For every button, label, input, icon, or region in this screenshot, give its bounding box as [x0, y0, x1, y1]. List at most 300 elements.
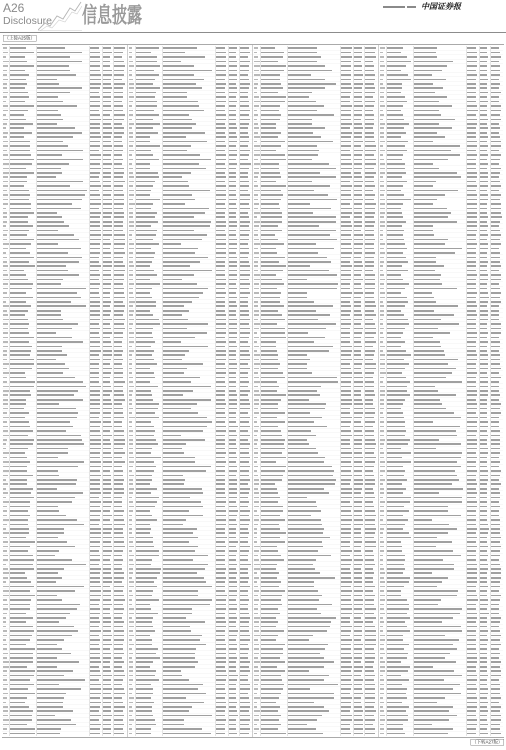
- illegible-text: [229, 430, 237, 432]
- illegible-text: [467, 337, 477, 339]
- illegible-text: [387, 359, 405, 361]
- illegible-text: [414, 257, 437, 259]
- illegible-text: [37, 346, 62, 348]
- illegible-text: [216, 537, 227, 539]
- illegible-text: [103, 79, 111, 81]
- illegible-text: [491, 670, 502, 672]
- illegible-text: [103, 172, 111, 174]
- illegible-text: [136, 653, 157, 655]
- illegible-text: [365, 541, 376, 543]
- illegible-text: [90, 150, 99, 152]
- illegible-text: [90, 194, 100, 196]
- illegible-text: [3, 190, 7, 192]
- illegible-text: [216, 670, 227, 672]
- illegible-text: [103, 261, 112, 263]
- illegible-text: [491, 150, 500, 152]
- illegible-text: [414, 61, 453, 63]
- illegible-text: [37, 145, 68, 147]
- illegible-text: [341, 350, 352, 352]
- illegible-text: [467, 305, 478, 307]
- illegible-text: [114, 435, 124, 437]
- illegible-text: [37, 572, 58, 574]
- illegible-text: [216, 666, 226, 668]
- illegible-text: [90, 87, 100, 89]
- illegible-text: [240, 74, 249, 76]
- illegible-text: [229, 572, 238, 574]
- illegible-text: [10, 475, 33, 477]
- illegible-text: [414, 408, 446, 410]
- illegible-text: [3, 305, 9, 307]
- illegible-text: [163, 350, 189, 352]
- illegible-text: [387, 483, 402, 485]
- illegible-text: [254, 87, 257, 89]
- illegible-text: [414, 159, 449, 161]
- illegible-text: [354, 185, 362, 187]
- illegible-text: [240, 635, 250, 637]
- illegible-text: [90, 114, 100, 116]
- illegible-text: [341, 697, 352, 699]
- illegible-text: [3, 644, 7, 646]
- illegible-text: [10, 310, 28, 312]
- illegible-text: [467, 528, 477, 530]
- illegible-text: [288, 568, 315, 570]
- illegible-text: [261, 301, 280, 303]
- illegible-text: [37, 483, 76, 485]
- illegible-text: [288, 577, 335, 579]
- illegible-text: [414, 105, 452, 107]
- illegible-text: [3, 710, 8, 712]
- illegible-text: [261, 706, 280, 708]
- illegible-text: [365, 194, 375, 196]
- illegible-text: [10, 212, 34, 214]
- illegible-text: [414, 87, 444, 89]
- illegible-text: [103, 483, 111, 485]
- illegible-text: [414, 216, 448, 218]
- illegible-text: [387, 644, 410, 646]
- illegible-text: [163, 145, 191, 147]
- illegible-text: [90, 546, 100, 548]
- illegible-text: [365, 617, 376, 619]
- illegible-text: [136, 283, 160, 285]
- illegible-text: [37, 613, 70, 615]
- illegible-text: [216, 185, 227, 187]
- illegible-text: [480, 546, 489, 548]
- illegible-text: [414, 127, 452, 129]
- illegible-text: [380, 412, 384, 414]
- illegible-text: [37, 372, 63, 374]
- illegible-text: [387, 328, 405, 330]
- illegible-text: [10, 724, 27, 726]
- illegible-text: [491, 577, 501, 579]
- illegible-text: [163, 101, 198, 103]
- illegible-text: [3, 377, 7, 379]
- illegible-text: [365, 635, 376, 637]
- illegible-text: [136, 702, 155, 704]
- illegible-text: [129, 590, 133, 592]
- illegible-text: [288, 216, 336, 218]
- illegible-text: [387, 586, 404, 588]
- illegible-text: [254, 168, 259, 170]
- illegible-text: [254, 328, 259, 330]
- illegible-text: [380, 368, 386, 370]
- illegible-text: [37, 519, 77, 521]
- illegible-text: [261, 239, 278, 241]
- illegible-text: [341, 733, 351, 735]
- table-column-group: [128, 46, 252, 736]
- illegible-text: [240, 101, 250, 103]
- illegible-text: [288, 421, 314, 423]
- illegible-text: [3, 417, 9, 419]
- illegible-text: [480, 661, 488, 663]
- illegible-text: [90, 305, 100, 307]
- illegible-text: [136, 590, 153, 592]
- illegible-text: [254, 96, 259, 98]
- illegible-text: [480, 684, 487, 686]
- illegible-text: [103, 136, 111, 138]
- illegible-text: [103, 715, 112, 717]
- illegible-text: [288, 301, 314, 303]
- illegible-text: [3, 452, 9, 454]
- illegible-text: [103, 546, 112, 548]
- illegible-text: [136, 568, 161, 570]
- illegible-text: [240, 630, 249, 632]
- illegible-text: [491, 127, 501, 129]
- illegible-text: [90, 359, 100, 361]
- illegible-text: [254, 728, 259, 730]
- illegible-text: [354, 292, 363, 294]
- illegible-text: [480, 470, 489, 472]
- illegible-text: [387, 52, 402, 54]
- illegible-text: [10, 230, 29, 232]
- illegible-text: [288, 661, 334, 663]
- illegible-text: [365, 715, 374, 717]
- illegible-text: [229, 497, 237, 499]
- illegible-text: [288, 56, 321, 58]
- illegible-text: [380, 492, 384, 494]
- illegible-text: [10, 354, 30, 356]
- illegible-text: [480, 421, 489, 423]
- illegible-text: [341, 154, 351, 156]
- illegible-text: [467, 132, 477, 134]
- illegible-text: [216, 101, 226, 103]
- illegible-text: [229, 559, 236, 561]
- illegible-text: [229, 670, 237, 672]
- illegible-text: [354, 403, 363, 405]
- illegible-text: [90, 154, 101, 156]
- illegible-text: [414, 532, 449, 534]
- illegible-text: [90, 470, 100, 472]
- illegible-text: [387, 435, 406, 437]
- illegible-text: [216, 657, 227, 659]
- illegible-text: [129, 225, 135, 227]
- illegible-text: [254, 301, 258, 303]
- illegible-text: [216, 568, 227, 570]
- illegible-text: [37, 279, 63, 281]
- illegible-text: [114, 270, 125, 272]
- illegible-text: [229, 724, 236, 726]
- illegible-text: [216, 595, 227, 597]
- illegible-text: [216, 479, 225, 481]
- illegible-text: [354, 359, 363, 361]
- illegible-text: [480, 572, 487, 574]
- illegible-text: [10, 483, 27, 485]
- illegible-text: [341, 702, 351, 704]
- illegible-text: [288, 510, 321, 512]
- illegible-text: [3, 524, 7, 526]
- illegible-text: [491, 168, 502, 170]
- illegible-text: [129, 372, 132, 374]
- illegible-text: [229, 65, 238, 67]
- illegible-text: [480, 359, 489, 361]
- illegible-text: [136, 350, 155, 352]
- illegible-text: [341, 412, 350, 414]
- illegible-text: [288, 337, 325, 339]
- illegible-text: [216, 252, 226, 254]
- illegible-text: [163, 497, 190, 499]
- illegible-text: [114, 65, 125, 67]
- illegible-text: [10, 234, 27, 236]
- illegible-text: [3, 372, 9, 374]
- illegible-text: [163, 319, 189, 321]
- illegible-text: [240, 221, 251, 223]
- illegible-text: [261, 332, 285, 334]
- illegible-text: [136, 386, 158, 388]
- illegible-text: [341, 586, 351, 588]
- illegible-text: [467, 301, 477, 303]
- illegible-text: [341, 386, 351, 388]
- illegible-text: [387, 47, 403, 49]
- illegible-text: [129, 212, 133, 214]
- illegible-text: [254, 363, 260, 365]
- illegible-text: [136, 168, 151, 170]
- illegible-text: [261, 702, 276, 704]
- illegible-text: [467, 168, 477, 170]
- illegible-text: [240, 252, 250, 254]
- illegible-text: [3, 724, 9, 726]
- illegible-text: [229, 216, 237, 218]
- illegible-text: [10, 435, 28, 437]
- illegible-text: [341, 292, 352, 294]
- illegible-text: [261, 470, 285, 472]
- illegible-text: [90, 532, 101, 534]
- illegible-text: [288, 733, 323, 735]
- illegible-text: [387, 270, 409, 272]
- illegible-text: [103, 719, 111, 721]
- illegible-text: [288, 604, 332, 606]
- illegible-text: [163, 461, 195, 463]
- illegible-text: [240, 452, 249, 454]
- illegible-text: [414, 546, 437, 548]
- illegible-text: [365, 670, 374, 672]
- illegible-text: [480, 377, 488, 379]
- illegible-text: [136, 461, 155, 463]
- illegible-text: [37, 87, 82, 89]
- illegible-text: [114, 564, 122, 566]
- illegible-text: [414, 715, 457, 717]
- illegible-text: [480, 412, 487, 414]
- illegible-text: [240, 305, 248, 307]
- illegible-text: [216, 314, 226, 316]
- illegible-text: [129, 724, 132, 726]
- illegible-text: [491, 661, 501, 663]
- illegible-text: [129, 70, 133, 72]
- illegible-text: [114, 52, 123, 54]
- illegible-text: [114, 581, 122, 583]
- illegible-text: [10, 154, 31, 156]
- illegible-text: [103, 559, 110, 561]
- illegible-text: [114, 92, 123, 94]
- illegible-text: [380, 341, 384, 343]
- illegible-text: [136, 261, 153, 263]
- illegible-text: [491, 359, 501, 361]
- illegible-text: [491, 728, 501, 730]
- illegible-text: [480, 528, 489, 530]
- illegible-text: [414, 332, 451, 334]
- illegible-text: [480, 648, 488, 650]
- illegible-text: [216, 546, 227, 548]
- illegible-text: [480, 728, 488, 730]
- illegible-text: [387, 733, 406, 735]
- illegible-text: [163, 403, 197, 405]
- illegible-text: [380, 181, 385, 183]
- illegible-text: [229, 546, 236, 548]
- illegible-text: [414, 65, 447, 67]
- illegible-text: [163, 212, 206, 214]
- illegible-text: [288, 101, 316, 103]
- illegible-text: [254, 657, 258, 659]
- illegible-text: [129, 653, 133, 655]
- illegible-text: [114, 292, 124, 294]
- illegible-text: [254, 132, 258, 134]
- illegible-text: [387, 87, 402, 89]
- illegible-text: [229, 515, 238, 517]
- illegible-text: [129, 265, 135, 267]
- illegible-text: [480, 168, 488, 170]
- illegible-text: [288, 670, 309, 672]
- illegible-text: [163, 688, 199, 690]
- illegible-text: [216, 119, 226, 121]
- illegible-text: [229, 145, 237, 147]
- illegible-text: [90, 564, 99, 566]
- illegible-text: [254, 644, 259, 646]
- illegible-text: [491, 733, 502, 735]
- illegible-text: [354, 150, 363, 152]
- illegible-text: [37, 599, 62, 601]
- illegible-text: [129, 74, 133, 76]
- illegible-text: [261, 354, 278, 356]
- illegible-text: [114, 595, 124, 597]
- illegible-text: [480, 101, 488, 103]
- illegible-text: [354, 70, 362, 72]
- illegible-text: [37, 555, 55, 557]
- illegible-text: [129, 96, 134, 98]
- illegible-text: [103, 661, 110, 663]
- illegible-text: [365, 403, 373, 405]
- illegible-text: [288, 123, 312, 125]
- illegible-text: [288, 684, 338, 686]
- illegible-text: [240, 439, 248, 441]
- illegible-text: [387, 506, 404, 508]
- illegible-text: [341, 297, 351, 299]
- illegible-text: [229, 684, 237, 686]
- illegible-text: [90, 693, 101, 695]
- illegible-text: [254, 564, 260, 566]
- illegible-text: [480, 176, 489, 178]
- illegible-text: [37, 248, 81, 250]
- illegible-text: [136, 403, 159, 405]
- illegible-text: [3, 532, 9, 534]
- illegible-text: [129, 230, 135, 232]
- illegible-text: [491, 532, 500, 534]
- illegible-text: [10, 332, 29, 334]
- illegible-text: [354, 61, 361, 63]
- illegible-text: [480, 559, 487, 561]
- illegible-text: [491, 283, 500, 285]
- illegible-text: [387, 470, 406, 472]
- illegible-text: [288, 145, 317, 147]
- illegible-text: [380, 101, 385, 103]
- illegible-text: [288, 595, 322, 597]
- illegible-text: [380, 581, 386, 583]
- illegible-text: [136, 301, 156, 303]
- illegible-text: [136, 470, 155, 472]
- illegible-text: [163, 608, 192, 610]
- illegible-text: [467, 524, 477, 526]
- illegible-text: [480, 604, 488, 606]
- illegible-text: [354, 626, 362, 628]
- illegible-text: [163, 150, 187, 152]
- illegible-text: [480, 564, 489, 566]
- illegible-text: [114, 688, 124, 690]
- illegible-text: [387, 670, 408, 672]
- illegible-text: [414, 390, 439, 392]
- illegible-text: [240, 586, 250, 588]
- illegible-text: [229, 595, 237, 597]
- illegible-text: [216, 599, 227, 601]
- illegible-text: [136, 234, 157, 236]
- illegible-text: [365, 608, 376, 610]
- illegible-text: [467, 719, 477, 721]
- illegible-text: [10, 65, 34, 67]
- illegible-text: [3, 706, 8, 708]
- illegible-text: [380, 546, 385, 548]
- illegible-text: [254, 150, 260, 152]
- illegible-text: [37, 159, 83, 161]
- illegible-text: [136, 528, 151, 530]
- illegible-text: [491, 70, 501, 72]
- illegible-text: [261, 292, 281, 294]
- illegible-text: [467, 564, 478, 566]
- illegible-text: [240, 733, 250, 735]
- illegible-text: [254, 394, 260, 396]
- illegible-text: [136, 457, 161, 459]
- illegible-text: [3, 123, 7, 125]
- illegible-text: [467, 390, 478, 392]
- illegible-text: [229, 599, 236, 601]
- illegible-text: [288, 403, 326, 405]
- illegible-text: [365, 470, 373, 472]
- illegible-text: [10, 297, 33, 299]
- illegible-text: [387, 532, 409, 534]
- illegible-text: [129, 426, 133, 428]
- illegible-text: [240, 350, 249, 352]
- illegible-text: [480, 403, 487, 405]
- illegible-text: [380, 230, 384, 232]
- illegible-text: [240, 621, 249, 623]
- illegible-text: [254, 595, 258, 597]
- illegible-text: [491, 105, 501, 107]
- illegible-text: [3, 559, 8, 561]
